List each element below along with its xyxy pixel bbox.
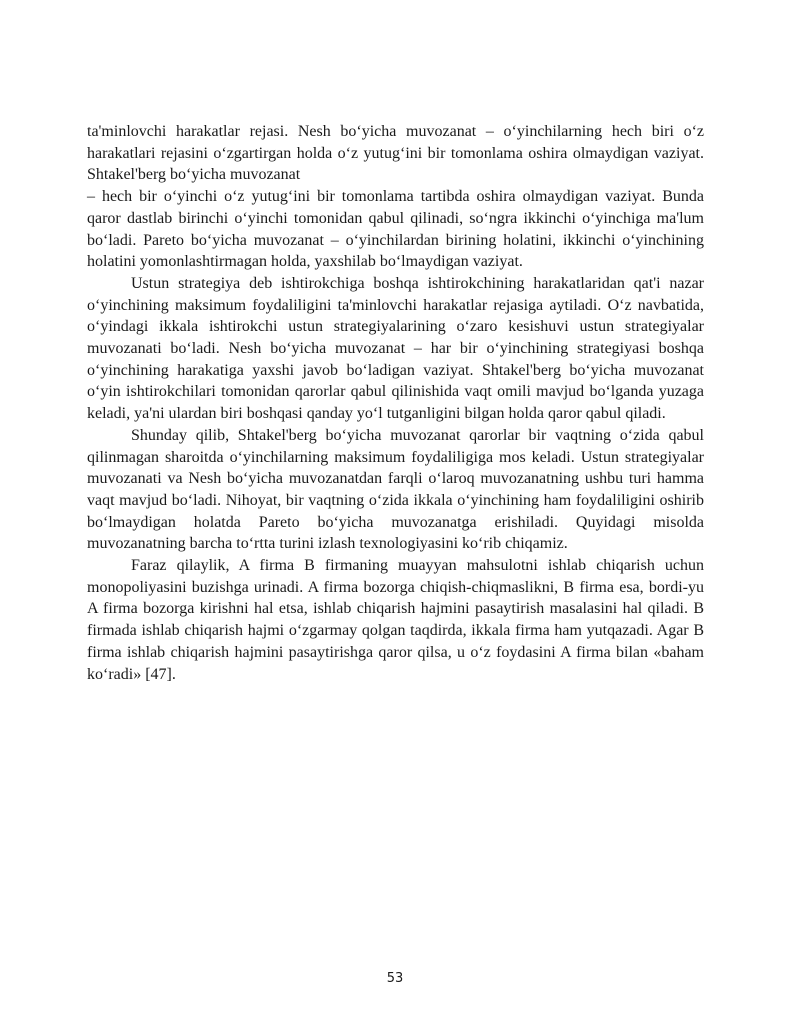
paragraph-continuation: ta'minlovchi harakatlar rejasi. Nesh bo‘yicha muvozanat – o‘yinchilarning hech biri o‘z harakatlari rejasini o‘zgartirgan holda o‘z yutug‘ini bir tomonlama oshira olmaydigan vaziyat. Shtakel'berg bo‘yicha muvozanat	[87, 123, 704, 184]
page-number: 53	[386, 971, 404, 986]
body-text	[87, 121, 704, 685]
paragraph-shtakelberg-definition: – hech bir o‘yinchi o‘z yutug‘ini bir tomonlama tartibda oshira olmaydigan vaziyat. Bunda qaror dastlab birinchi o‘yinchi tomonidan qabul qilinadi, so‘ngra ikkinchi o‘yinchiga ma'lum bo‘ladi. Pareto bo‘yicha muvozanat – o‘yinchilardan birining holatini, ikkinchi o‘yinchining holatini yomonlashtirmagan holda, yaxshilab bo‘lmaydigan vaziyat.	[87, 188, 704, 271]
paragraph-equilibrium-summary: Shunday qilib, Shtakel'berg bo‘yicha muvozanat qarorlar bir vaqtning o‘zida qabul qilinmagan sharoitda o‘yinchilarning maksimum foydaliligiga mos keladi. Ustun strategiyalar muvozanati va Nesh bo‘yicha muvozanatdan farqli o‘laroq muvozanatning ushbu turi hamma vaqt mavjud bo‘ladi. Nihoyat, bir vaqtning o‘zida ikkala o‘yinchining ham foydaliligini oshirib bo‘lmaydigan holatda Pareto bo‘yicha muvozanatga erishiladi. Quyidagi misolda muvozanatning barcha to‘rtta turini izlash texnologiyasini ko‘rib chiqamiz.	[87, 426, 704, 553]
paragraph-dominant-strategy: Ustun strategiya deb ishtirokchiga boshqa ishtirokchining harakatlaridan qat'i nazar o‘yinchining maksimum foydaliligini ta'minlovchi harakatlar rejasiga aytiladi. O‘z navbatida, o‘yindagi ikkala ishtirokchi ustun strategiyalarining o‘zaro kesishuvi ustun strategiyalar muvozanati bo‘ladi. Nesh bo‘yicha muvozanat – har bir o‘yinchining strategiyasi boshqa o‘yinchining harakatiga yaxshi javob bo‘ladigan vaziyat. Shtakel'berg bo‘yicha muvozanat o‘yin ishtirokchilari tomonidan qarorlar qabul qilinishida vaqt omili mavjud bo‘lganda yuzaga keladi, ya'ni ulardan biri boshqasi qanday yo‘l tutganligini bilgan holda qaror qabul qiladi.	[87, 274, 704, 423]
paragraph-firm-example: Faraz qilaylik, A firma B firmaning muayyan mahsulotni ishlab chiqarish uchun monopoliyasini buzishga urinadi. A firma bozorga chiqish-chiqmaslikni, B firma esa, bordi-yu A firma bozorga kirishni hal etsa, ishlab chiqarish hajmini pasaytirish masalasini hal qiladi. B firmada ishlab chiqarish hajmi o‘zgarmay qolgan taqdirda, ikkala firma ham yutqazadi. Agar B firma ishlab chiqarish hajmini pasaytirishga qaror qilsa, u o‘z foydasini A firma bilan «baham ko‘radi» [47].	[87, 557, 704, 683]
